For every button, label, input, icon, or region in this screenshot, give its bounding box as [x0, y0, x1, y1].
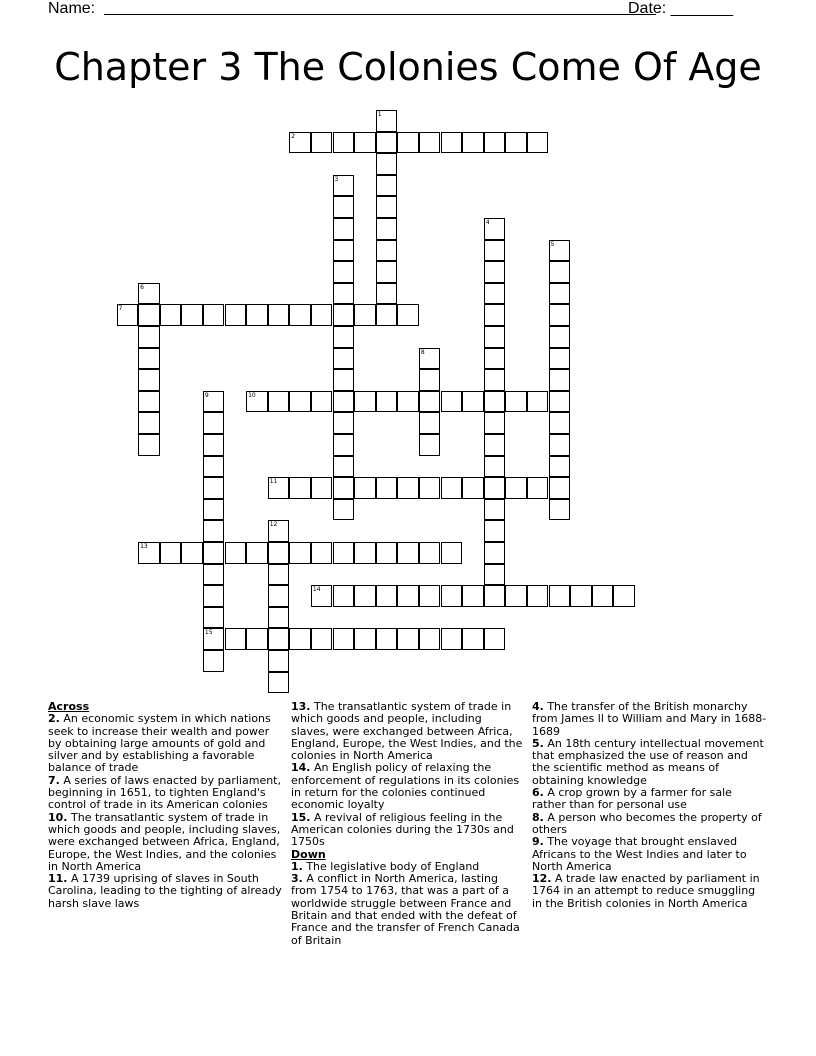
name-label: Name:: [48, 0, 96, 17]
crossword-cell[interactable]: [311, 132, 333, 154]
crossword-cell[interactable]: [138, 369, 160, 391]
crossword-cell[interactable]: [484, 434, 506, 456]
crossword-cell[interactable]: [549, 477, 571, 499]
clue-text: A revival of religious feeling in the American colonies during the 1730s and 1750s: [291, 810, 514, 849]
crossword-cell[interactable]: [592, 585, 614, 607]
clue-number: 9: [204, 391, 209, 399]
clue-number: 2.: [48, 712, 60, 726]
crossword-cell[interactable]: [203, 650, 225, 672]
clue-item: [532, 787, 768, 812]
crossword-cell[interactable]: [419, 628, 441, 650]
crossword-cell[interactable]: [484, 369, 506, 391]
crossword-cell[interactable]: [354, 132, 376, 154]
crossword-cell[interactable]: [419, 585, 441, 607]
crossword-cell[interactable]: [354, 477, 376, 499]
clue-number: 3.: [291, 872, 303, 886]
clue-number: 11.: [48, 872, 68, 886]
clue-number: 4: [485, 219, 490, 226]
crossword-cell[interactable]: [484, 542, 506, 564]
crossword-cell[interactable]: [549, 348, 571, 370]
crossword-cell[interactable]: [549, 240, 571, 262]
crossword-cell[interactable]: [484, 261, 506, 283]
clue-number: 15: [204, 629, 213, 637]
clue-number: 7: [118, 305, 123, 313]
clue-number: 1.: [291, 859, 303, 873]
crossword-cell[interactable]: [397, 304, 419, 326]
clue-text: An economic system in which nations seek to increase their wealth and power by obtaining large amounts of gold and silver and by establishing a favorable balance of trade: [48, 712, 271, 775]
crossword-cell[interactable]: [311, 585, 333, 607]
crossword-cell[interactable]: [376, 283, 398, 305]
crossword-cell[interactable]: [138, 283, 160, 305]
clue-number: 5.: [532, 736, 544, 750]
crossword-cell[interactable]: [333, 542, 355, 564]
clue-number: 6: [140, 283, 144, 291]
crossword-cell[interactable]: [376, 261, 398, 283]
clue-number: 3: [334, 175, 339, 183]
crossword-cell[interactable]: [311, 391, 333, 413]
crossword-cell[interactable]: [354, 391, 376, 413]
clue-item: [532, 873, 768, 910]
clue-item: [532, 738, 768, 787]
clues-column-1: [48, 701, 284, 910]
crossword-cell[interactable]: [289, 391, 311, 413]
crossword-cell[interactable]: [203, 456, 225, 478]
crossword-cell[interactable]: [138, 348, 160, 370]
clue-item: [48, 873, 284, 910]
crossword-cell[interactable]: [333, 283, 355, 305]
clue-number: 13.: [291, 700, 311, 713]
crossword-cell[interactable]: [268, 477, 290, 499]
crossword-cell[interactable]: [333, 412, 355, 434]
clue-text: A crop grown by a farmer for sale rather than for personal use: [532, 786, 732, 812]
crossword-cell[interactable]: [505, 585, 527, 607]
crossword-cell[interactable]: [138, 434, 160, 456]
crossword-cell[interactable]: [484, 132, 506, 154]
crossword-cell[interactable]: [549, 434, 571, 456]
crossword-cell[interactable]: [354, 304, 376, 326]
clue-number: 14.: [291, 761, 311, 775]
crossword-cell[interactable]: [441, 542, 463, 564]
crossword-cell[interactable]: [354, 585, 376, 607]
crossword-cell[interactable]: [138, 391, 160, 413]
across-clues-list-continued: [291, 701, 523, 849]
clue-number: 7.: [48, 773, 60, 787]
crossword-cell[interactable]: [333, 456, 355, 478]
crossword-cell[interactable]: [549, 261, 571, 283]
crossword-cell[interactable]: [160, 542, 182, 564]
crossword-cell[interactable]: [419, 412, 441, 434]
clues-column-3: [532, 701, 768, 910]
crossword-cell[interactable]: [246, 628, 268, 650]
clue-number: 10: [248, 391, 256, 399]
crossword-cell[interactable]: [203, 434, 225, 456]
crossword-cell[interactable]: [203, 564, 225, 586]
crossword-cell[interactable]: [441, 585, 463, 607]
crossword-cell[interactable]: [138, 304, 160, 326]
clue-number: 1: [377, 111, 382, 118]
clue-number: 9.: [532, 835, 544, 849]
crossword-cell[interactable]: [138, 326, 160, 348]
crossword-cell[interactable]: [246, 542, 268, 564]
crossword-cell[interactable]: [225, 542, 247, 564]
crossword-cell[interactable]: [376, 218, 398, 240]
crossword-cell[interactable]: [549, 499, 571, 521]
crossword-cell[interactable]: [397, 542, 419, 564]
crossword-cell[interactable]: [354, 542, 376, 564]
crossword-cell[interactable]: [527, 585, 549, 607]
crossword-cell[interactable]: [181, 542, 203, 564]
clue-number: 2: [291, 132, 296, 140]
crossword-cell[interactable]: [268, 542, 290, 564]
across-clues-list: [48, 713, 284, 910]
clue-text: The voyage that brought enslaved Africans to the West Indies and later to North America: [532, 835, 747, 873]
crossword-cell[interactable]: [333, 348, 355, 370]
clue-item: [291, 873, 523, 947]
clue-item: [532, 812, 768, 837]
crossword-cell[interactable]: [419, 348, 441, 370]
crossword-cell[interactable]: [376, 542, 398, 564]
crossword-cell[interactable]: [505, 391, 527, 413]
crossword-cell[interactable]: [397, 628, 419, 650]
crossword-cell[interactable]: [333, 391, 355, 413]
crossword-cell[interactable]: [376, 132, 398, 154]
crossword-cell[interactable]: [419, 391, 441, 413]
crossword-cell[interactable]: [527, 477, 549, 499]
crossword-cell[interactable]: [527, 391, 549, 413]
crossword-cell[interactable]: [462, 628, 484, 650]
crossword-cell[interactable]: [549, 585, 571, 607]
crossword-cell[interactable]: [203, 499, 225, 521]
crossword-cell[interactable]: [441, 628, 463, 650]
crossword-cell[interactable]: [333, 499, 355, 521]
crossword-cell[interactable]: [549, 391, 571, 413]
clue-number: 5: [550, 240, 555, 248]
across-heading: Across: [48, 700, 90, 713]
crossword-cell[interactable]: [549, 412, 571, 434]
crossword-cell[interactable]: [203, 391, 225, 413]
crossword-cell[interactable]: [268, 564, 290, 586]
crossword-cell[interactable]: [484, 456, 506, 478]
crossword-cell[interactable]: [333, 218, 355, 240]
clue-text: An English policy of relaxing the enforcement of regulations in its colonies in return for the colonies continued economic loyalty: [291, 761, 520, 812]
crossword-cell[interactable]: [311, 542, 333, 564]
crossword-cell[interactable]: [138, 542, 160, 564]
date-label: Date: _______: [628, 0, 733, 17]
crossword-cell[interactable]: [397, 391, 419, 413]
crossword-cell[interactable]: [333, 132, 355, 154]
crossword-cell[interactable]: [505, 132, 527, 154]
crossword-cell[interactable]: [484, 326, 506, 348]
clue-number: 8.: [532, 810, 544, 824]
crossword-cell[interactable]: [484, 348, 506, 370]
clue-item: [48, 812, 284, 873]
crossword-cell[interactable]: [376, 628, 398, 650]
crossword-cell[interactable]: [333, 369, 355, 391]
clue-text: The transfer of the British monarchy from James ll to William and Mary in 1688-1689: [532, 700, 767, 738]
crossword-cell[interactable]: [289, 304, 311, 326]
crossword-cell[interactable]: [376, 585, 398, 607]
crossword-cell[interactable]: [397, 477, 419, 499]
crossword-cell[interactable]: [484, 628, 506, 650]
crossword-cell[interactable]: [484, 412, 506, 434]
down-heading: Down: [291, 847, 326, 861]
crossword-cell[interactable]: [268, 304, 290, 326]
crossword-cell[interactable]: [441, 391, 463, 413]
crossword-cell[interactable]: [225, 304, 247, 326]
crossword-cell[interactable]: [419, 477, 441, 499]
clue-number: 8: [420, 348, 425, 356]
crossword-cell[interactable]: [333, 196, 355, 218]
crossword-cell[interactable]: [268, 672, 290, 694]
crossword-cell[interactable]: [138, 412, 160, 434]
crossword-cell[interactable]: [376, 153, 398, 175]
clue-text: A conflict in North America, lasting from 1754 to 1763, that was a part of a worldwide struggle between France and Britain and that ended with the defeat of France and the transfer of French Canada of Britain: [291, 872, 520, 947]
clue-item: [532, 836, 768, 873]
crossword-cell[interactable]: [268, 391, 290, 413]
crossword-cell[interactable]: [376, 240, 398, 262]
clue-item: [291, 812, 523, 849]
crossword-cell[interactable]: [333, 326, 355, 348]
crossword-cell[interactable]: [268, 585, 290, 607]
clue-text: A person who becomes the property of others: [532, 810, 762, 836]
crossword-cell[interactable]: [397, 585, 419, 607]
crossword-cell[interactable]: [549, 369, 571, 391]
crossword-cell[interactable]: [333, 175, 355, 197]
crossword-cell[interactable]: [333, 628, 355, 650]
crossword-cell[interactable]: [484, 477, 506, 499]
crossword-cell[interactable]: [505, 477, 527, 499]
crossword-cell[interactable]: [462, 391, 484, 413]
crossword-cell[interactable]: [333, 261, 355, 283]
clue-number: 11: [269, 478, 278, 486]
crossword-cell[interactable]: [289, 477, 311, 499]
crossword-cell[interactable]: [613, 585, 635, 607]
crossword-cell[interactable]: [333, 240, 355, 262]
crossword-cell[interactable]: [181, 304, 203, 326]
clue-item: [48, 713, 284, 774]
crossword-cell[interactable]: [376, 477, 398, 499]
clue-text: A series of laws enacted by parliament, beginning in 1651, to tighten England's control of trade in its American colonies: [48, 773, 281, 812]
crossword-cell[interactable]: [462, 585, 484, 607]
crossword-cell[interactable]: [376, 304, 398, 326]
crossword-cell[interactable]: [376, 391, 398, 413]
crossword-cell[interactable]: [354, 628, 376, 650]
clue-item: [291, 701, 523, 762]
crossword-cell[interactable]: [419, 542, 441, 564]
crossword-cell[interactable]: [462, 132, 484, 154]
crossword-cell[interactable]: [203, 412, 225, 434]
clue-number: 12.: [532, 872, 552, 886]
crossword-cell[interactable]: [246, 304, 268, 326]
crossword-cell[interactable]: [397, 132, 419, 154]
clue-number: 14: [312, 586, 321, 594]
crossword-cell[interactable]: [203, 585, 225, 607]
crossword-cell[interactable]: [203, 304, 225, 326]
down-clues-list: [291, 861, 523, 947]
page-title: Chapter 3 The Colonies Come Of Age: [54, 45, 762, 89]
crossword-cell[interactable]: [462, 477, 484, 499]
crossword-cell[interactable]: [225, 628, 247, 650]
crossword-cell[interactable]: [203, 520, 225, 542]
crossword-cell[interactable]: [311, 628, 333, 650]
crossword-cell[interactable]: [203, 628, 225, 650]
clue-number: 13: [140, 543, 148, 550]
crossword-cell[interactable]: [160, 304, 182, 326]
clue-number: 6.: [532, 786, 544, 800]
crossword-cell[interactable]: [484, 283, 506, 305]
crossword-cell[interactable]: [333, 434, 355, 456]
clue-text: A trade law enacted by parliament in 1764 in an attempt to reduce smuggling in the British colonies in North America: [532, 872, 760, 910]
crossword-cell[interactable]: [311, 304, 333, 326]
crossword-cell[interactable]: [268, 520, 290, 542]
clue-item: [48, 775, 284, 812]
clue-item: [291, 762, 523, 811]
crossword-cell[interactable]: [333, 304, 355, 326]
clue-text: The legislative body of England: [302, 859, 480, 873]
crossword-cell[interactable]: [527, 132, 549, 154]
crossword-cell[interactable]: [484, 564, 506, 586]
crossword-cell[interactable]: [441, 132, 463, 154]
crossword-cell[interactable]: [484, 240, 506, 262]
crossword-cell[interactable]: [376, 175, 398, 197]
crossword-cell[interactable]: [549, 456, 571, 478]
crossword-cell[interactable]: [484, 585, 506, 607]
clue-text: The transatlantic system of trade in which goods and people, including slaves, were exchanged between Africa, England, Europe, the West Indies, and the colonies in North America: [48, 810, 281, 873]
down-clues-list-continued: [532, 701, 768, 910]
crossword-cell[interactable]: [203, 477, 225, 499]
crossword-cell[interactable]: [289, 542, 311, 564]
crossword-cell[interactable]: [484, 218, 506, 240]
clue-text: The transatlantic system of trade in which goods and people, including slaves, were exchanged between Africa, England, Europe, the West Indies, and the colonies in North America: [291, 700, 523, 763]
clue-text: An 18th century intellectual movement that emphasized the use of reason and the scientific method as means of obtaining knowledge: [532, 736, 764, 787]
clue-text: A 1739 uprising of slaves in South Carolina, leading to the tighting of already harsh slave laws: [48, 872, 282, 910]
crossword-cell[interactable]: [246, 391, 268, 413]
crossword-cell[interactable]: [311, 477, 333, 499]
crossword-cell[interactable]: [268, 650, 290, 672]
crossword-cell[interactable]: [484, 499, 506, 521]
clue-number: 4.: [532, 700, 544, 713]
crossword-cell[interactable]: [376, 196, 398, 218]
clue-item: [532, 701, 768, 738]
crossword-cell[interactable]: [484, 391, 506, 413]
clues-column-2: [291, 701, 523, 947]
crossword-cell[interactable]: [268, 607, 290, 629]
crossword-cell[interactable]: [549, 304, 571, 326]
crossword-cell[interactable]: [549, 283, 571, 305]
clue-number: 12: [269, 521, 278, 529]
crossword-cell[interactable]: [419, 369, 441, 391]
crossword-cell[interactable]: [484, 304, 506, 326]
clue-number: 10.: [48, 810, 68, 824]
crossword-cell[interactable]: [333, 585, 355, 607]
crossword-cell[interactable]: [117, 304, 139, 326]
crossword-cell[interactable]: [289, 132, 311, 154]
crossword-cell[interactable]: [549, 326, 571, 348]
crossword-cell[interactable]: [268, 628, 290, 650]
clue-number: 15.: [291, 810, 311, 824]
crossword-cell[interactable]: [203, 542, 225, 564]
crossword-cell[interactable]: [203, 607, 225, 629]
crossword-cell[interactable]: [419, 132, 441, 154]
crossword-cell[interactable]: [570, 585, 592, 607]
crossword-cell[interactable]: [333, 477, 355, 499]
crossword-cell[interactable]: [376, 110, 398, 132]
crossword-cell[interactable]: [289, 628, 311, 650]
crossword-cell[interactable]: [484, 520, 506, 542]
crossword-cell[interactable]: [441, 477, 463, 499]
crossword-cell[interactable]: [419, 434, 441, 456]
